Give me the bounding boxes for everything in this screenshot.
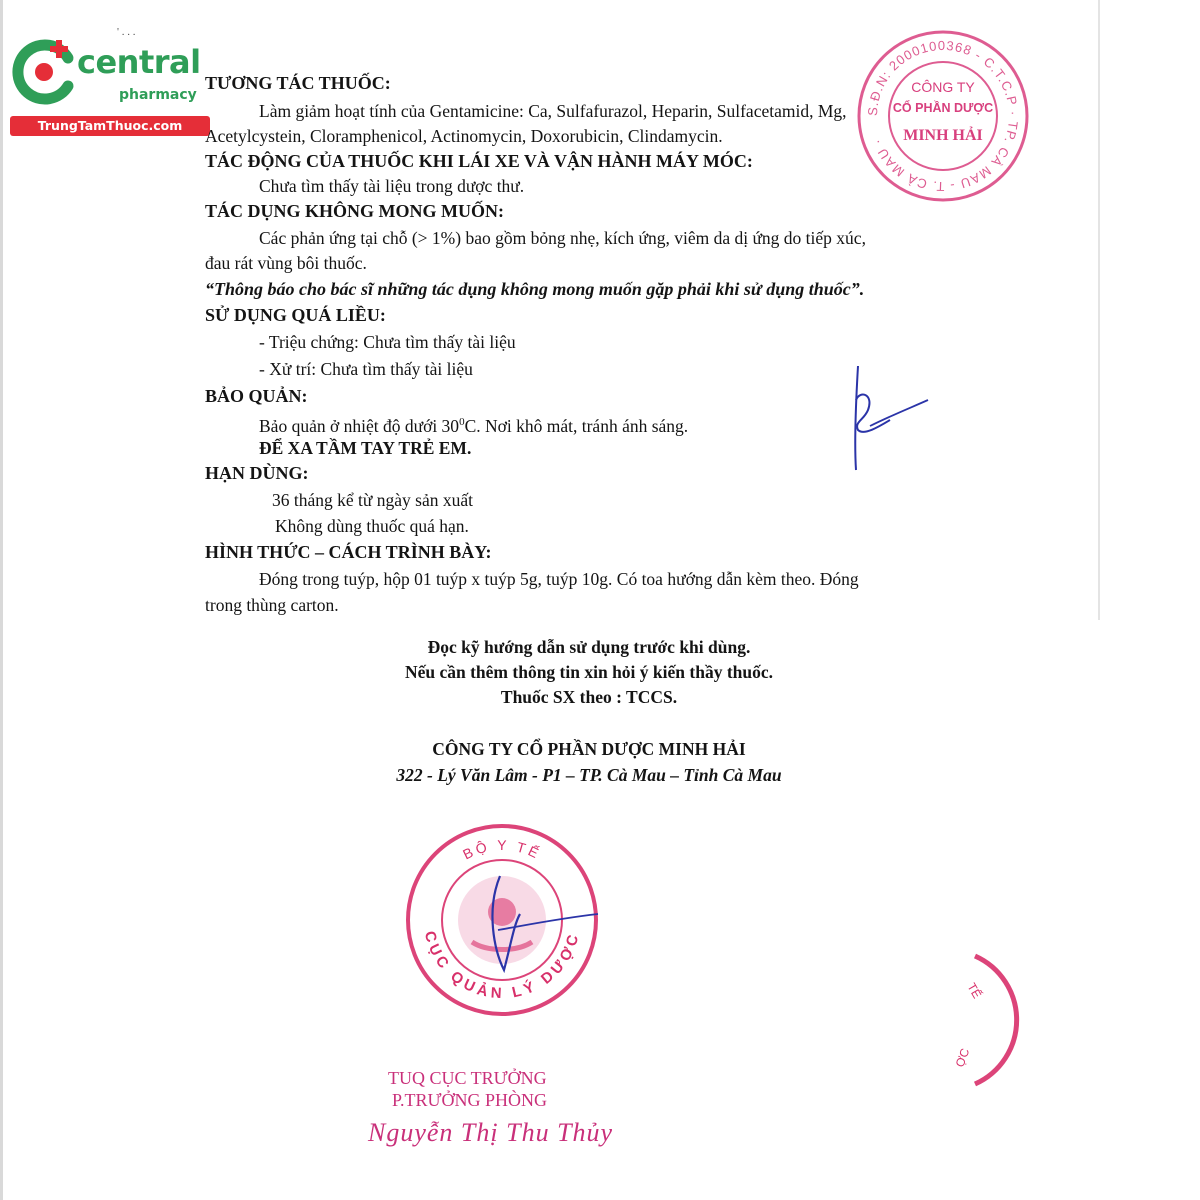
heading-lai-xe: TÁC ĐỘNG CỦA THUỐC KHI LÁI XE VÀ VẬN HÀNH MÁY MÓC: <box>205 151 753 171</box>
logo-url-banner: TrungTamThuoc.com <box>10 116 210 136</box>
heading-bao-quan: BẢO QUẢN: <box>205 386 308 406</box>
qua-lieu-line-2: - Xử trí: Chưa tìm thấy tài liệu <box>259 359 473 379</box>
signature-icon <box>840 360 940 480</box>
bao-quan-warning: ĐỂ XA TẦM TAY TRẺ EM. <box>259 438 472 458</box>
scan-mark: ' . . . <box>117 26 136 38</box>
ministry-stamp-top: BỘ Y TẾ <box>460 836 544 863</box>
bao-quan-line-1 <box>259 411 688 437</box>
company-stamp-ring: S.Đ.N: 2000100368 - C.T.C.P · TP. CÀ MAU - T. CÀ MAU · <box>864 37 1022 195</box>
han-dung-line-2: Không dùng thuốc quá hạn. <box>275 516 469 536</box>
company-name: CÔNG TY CỔ PHẦN DƯỢC MINH HẢI <box>432 739 746 759</box>
tuong-tac-line-1: Làm giảm hoạt tính của Gentamicine: Ca, Sulfafurazol, Heparin, Sulfacetamid, Mg, <box>259 101 847 121</box>
bao-quan-superscript: 0 <box>459 416 465 428</box>
footer-line-1: Đọc kỹ hướng dẫn sử dụng trước khi dùng. <box>427 637 751 657</box>
khong-mong-muon-line-2: đau rát vùng bôi thuốc. <box>205 253 367 273</box>
logo-name: central <box>77 43 201 81</box>
footer-line-2: Nếu cần thêm thông tin xin hỏi ý kiến thầy thuốc. <box>404 662 774 682</box>
svg-text:BỘ Y TẾ <box>460 837 543 862</box>
heading-han-dung: HẠN DÙNG: <box>205 463 309 483</box>
edge-stamp-top: TẾ <box>964 980 985 1001</box>
edge-stamp <box>952 950 1025 1090</box>
company-stamp-line-1: CÔNG TY <box>911 79 975 95</box>
heading-tuong-tac: TƯƠNG TÁC THUỐC: <box>205 73 391 93</box>
khong-mong-muon-line-1: Các phản ứng tại chỗ (> 1%) bao gồm bỏng nhẹ, kích ứng, viêm da dị ứng do tiếp xúc, <box>259 228 866 248</box>
scan-edge-right <box>1098 0 1100 620</box>
signatory-line-1: TUQ CỤC TRƯỞNG <box>388 1068 547 1088</box>
hinh-thuc-line-2: trong thùng carton. <box>205 595 339 615</box>
bao-quan-text-pre: Bảo quản ở nhiệt độ dưới 30 <box>259 415 460 436</box>
qua-lieu-line-1: - Triệu chứng: Chưa tìm thấy tài liệu <box>259 332 516 352</box>
company-stamp-line-3: MINH HẢI <box>903 127 983 144</box>
heading-qua-lieu: SỬ DỤNG QUÁ LIỀU: <box>205 305 386 325</box>
notice-text: “Thông báo cho bác sĩ những tác dụng không mong muốn gặp phải khi sử dụng thuốc”. <box>205 279 865 299</box>
hinh-thuc-line-1: Đóng trong tuýp, hộp 01 tuýp x tuýp 5g, tuýp 10g. Có toa hướng dẫn kèm theo. Đóng <box>259 569 859 589</box>
ministry-stamp <box>402 820 602 1020</box>
han-dung-line-1: 36 tháng kể từ ngày sản xuất <box>272 490 473 510</box>
central-pharmacy-logo-icon <box>10 38 78 106</box>
company-stamp <box>855 28 1031 204</box>
edge-stamp-bottom: ỢC <box>952 1046 973 1070</box>
footer-line-3: Thuốc SX theo : TCCS. <box>500 687 678 707</box>
signatory-line-2: P.TRƯỞNG PHÒNG <box>392 1090 547 1110</box>
lai-xe-line-1: Chưa tìm thấy tài liệu trong dược thư. <box>259 176 525 196</box>
heading-hinh-thuc: HÌNH THỨC – CÁCH TRÌNH BÀY: <box>205 542 492 562</box>
company-stamp-line-2: CỔ PHẦN DƯỢC <box>892 101 994 115</box>
tuong-tac-line-2: Acetylcystein, Cloramphenicol, Actinomycin, Doxorubicin, Clindamycin. <box>205 126 723 146</box>
heading-khong-mong-muon: TÁC DỤNG KHÔNG MONG MUỐN: <box>205 201 504 221</box>
signatory-name: Nguyễn Thị Thu Thủy <box>368 1118 614 1147</box>
scan-edge-left <box>0 0 3 1200</box>
bao-quan-text-post: C. Nơi khô mát, tránh ánh sáng. <box>464 415 689 436</box>
company-address: 322 - Lý Văn Lâm - P1 – TP. Cà Mau – Tỉnh Cà Mau <box>396 765 782 785</box>
ministry-stamp-bottom: CỤC QUẢN LÝ DƯỢC <box>420 929 584 1003</box>
logo-subtitle: pharmacy <box>119 87 197 103</box>
